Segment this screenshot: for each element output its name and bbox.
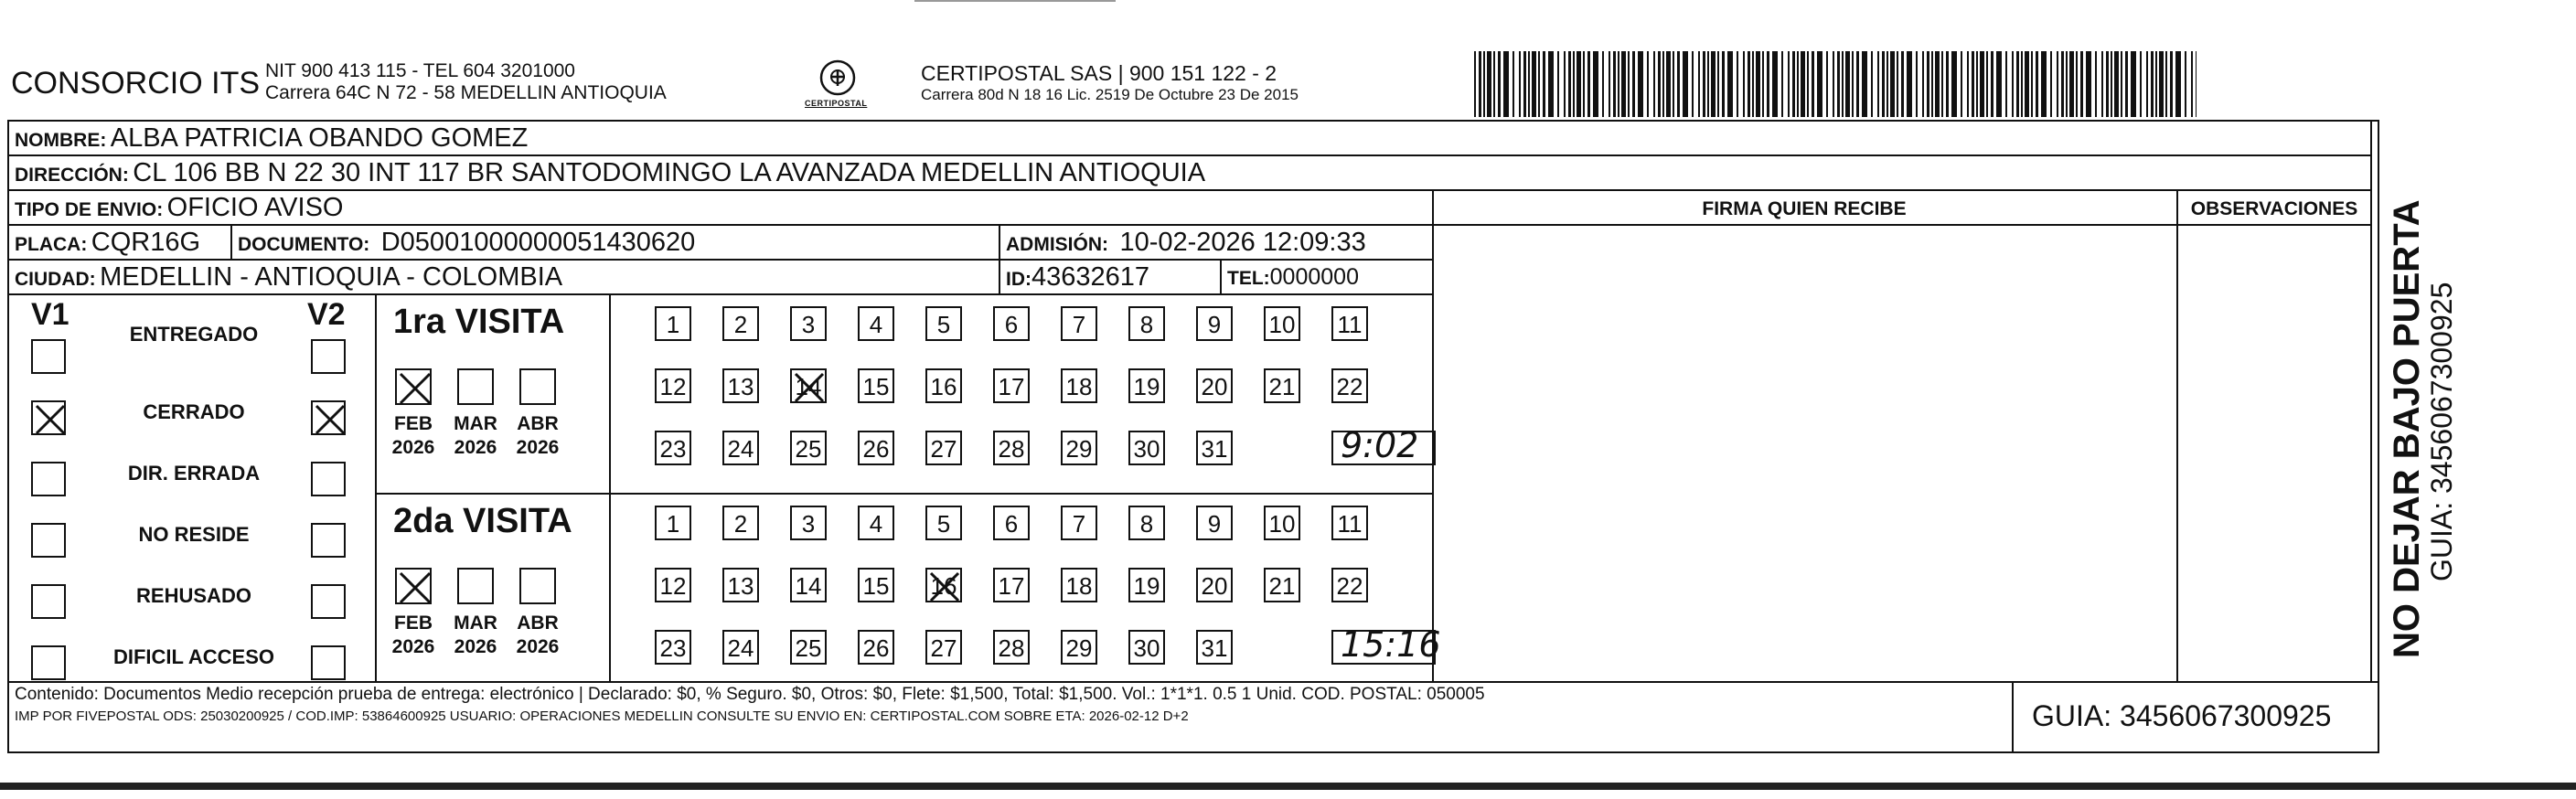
placa-label: PLACA: (15, 234, 88, 255)
barcode-bar (1548, 51, 1554, 117)
id-label: ID: (1006, 269, 1031, 290)
day-box-4[interactable]: 4 (858, 306, 894, 341)
barcode-bar (1922, 51, 1924, 117)
day-box-5[interactable]: 5 (925, 306, 962, 341)
barcode-bar (1797, 51, 1799, 117)
day-box-15[interactable]: 15 (858, 368, 894, 403)
barcode-bar (1474, 51, 1476, 117)
day-box-3[interactable]: 3 (790, 506, 827, 540)
barcode-bar (2025, 51, 2029, 117)
day-box-22[interactable]: 22 (1331, 368, 1368, 403)
day-box-26[interactable]: 26 (858, 630, 894, 665)
v1-checkbox-1[interactable] (31, 339, 66, 374)
month-checkbox-feb[interactable] (395, 368, 432, 405)
barcode-bar (1927, 51, 1929, 117)
day-box-9[interactable]: 9 (1196, 506, 1233, 540)
barcode-bar (1897, 51, 1898, 117)
v2-checkbox-1[interactable] (311, 339, 346, 374)
v2-checkbox-5[interactable] (311, 584, 346, 619)
carrier-info (921, 62, 1299, 106)
no-dejar-bajo-puerta-label: NO DEJAR BAJO PUERTA (2387, 199, 2427, 658)
admision-value: 10-02-2026 12:09:33 (1119, 228, 1366, 257)
logo-label: CERTIPOSTAL (805, 99, 868, 108)
placa-value: CQR16G (91, 228, 201, 257)
day-box-15[interactable]: 15 (858, 568, 894, 602)
barcode-bar (1767, 51, 1769, 117)
barcode-bar (1628, 51, 1630, 117)
documento-cell (238, 228, 695, 258)
barcode-bar (1967, 51, 1969, 117)
barcode-bar (1792, 51, 1795, 117)
barcode-bar (1692, 51, 1694, 117)
barcode-bar (1961, 51, 1962, 117)
x-mark-icon (33, 402, 68, 437)
barcode-bar (1833, 51, 1834, 117)
firma-header: FIRMA QUIEN RECIBE (1702, 198, 1907, 219)
month-checkbox-mar[interactable] (457, 368, 494, 405)
barcode-bar (1512, 51, 1514, 117)
barcode-bar (1677, 51, 1680, 117)
direccion-row (15, 158, 1205, 188)
x-mark-icon (397, 370, 433, 407)
barcode-bar (1916, 51, 1918, 117)
barcode-bar (2095, 51, 2097, 117)
barcode-bar (1980, 51, 1984, 117)
barcode-bar (1722, 51, 1725, 117)
barcode-bar (2111, 51, 2112, 117)
day-box-17[interactable]: 17 (993, 568, 1030, 602)
barcode-bar (1901, 51, 1904, 117)
day-box-7[interactable]: 7 (1061, 506, 1097, 540)
day-box-9[interactable]: 9 (1196, 306, 1233, 341)
day-box-28[interactable]: 28 (993, 630, 1030, 665)
barcode-bar (1658, 51, 1661, 117)
month-year: 2026 (454, 437, 497, 458)
barcode-bar (1711, 51, 1716, 117)
day-box-6[interactable]: 6 (993, 306, 1030, 341)
barcode-bar (2151, 51, 2154, 117)
barcode-bar (2114, 51, 2119, 117)
certipostal-logo-icon (817, 57, 859, 99)
barcode-bar (1528, 51, 1530, 117)
barcode-bar (1621, 51, 1626, 117)
barcode-bar (2016, 51, 2019, 117)
tel-cell (1227, 264, 1359, 291)
day-box-2[interactable]: 2 (722, 506, 759, 540)
day-box-21[interactable]: 21 (1264, 568, 1300, 602)
month-checkbox-abr[interactable] (519, 568, 556, 604)
barcode-bar (1557, 51, 1559, 117)
handwritten-time: 9:02 (1341, 425, 1419, 465)
barcode-bar (1503, 51, 1509, 117)
x-mark-icon (792, 370, 827, 405)
barcode-bar (1852, 51, 1854, 117)
barcode-bar (2125, 51, 2128, 117)
barcode-bar (2076, 51, 2078, 117)
v2-checkbox-4[interactable] (311, 523, 346, 558)
barcode-bar (1717, 51, 1719, 117)
day-box-2[interactable]: 2 (722, 306, 759, 341)
barcode-bar (1483, 51, 1485, 117)
barcode-bar (1856, 51, 1859, 117)
barcode-bar (1737, 51, 1738, 117)
day-box-27[interactable]: 27 (925, 630, 962, 665)
month-year: 2026 (516, 437, 560, 458)
barcode-bar (2175, 51, 2181, 117)
day-box-25[interactable]: 25 (790, 431, 827, 465)
barcode-bar (1743, 51, 1745, 117)
barcode-bar (1479, 51, 1481, 117)
day-box-6[interactable]: 6 (993, 506, 1030, 540)
barcode-bar (2021, 51, 2023, 117)
barcode-bar (2196, 51, 2197, 117)
barcode-bar (1487, 51, 1491, 117)
barcode-bar (1817, 51, 1822, 117)
barcode-bar (1887, 51, 1888, 117)
day-box-8[interactable]: 8 (1128, 306, 1165, 341)
day-box-29[interactable]: 29 (1061, 431, 1097, 465)
v1-checkbox-5[interactable] (31, 584, 66, 619)
ciudad-value: MEDELLIN - ANTIOQUIA - COLOMBIA (100, 262, 563, 292)
barcode-bar (1871, 51, 1873, 117)
day-box-10[interactable]: 10 (1264, 506, 1300, 540)
day-box-11[interactable]: 11 (1331, 306, 1368, 341)
barcode-bar (1519, 51, 1521, 117)
barcode-bar (2131, 51, 2136, 117)
barcode-bar (1845, 51, 1850, 117)
barcode-bar (1890, 51, 1895, 117)
barcode-bar (1976, 51, 1978, 117)
barcode-bar (1951, 51, 1957, 117)
barcode-bar (1568, 51, 1571, 117)
tel-label: TEL: (1227, 268, 1270, 289)
barcode-bar (1907, 51, 1912, 117)
day-box-18[interactable]: 18 (1061, 568, 1097, 602)
tipo-value: OFICIO AVISO (166, 193, 344, 222)
day-box-25[interactable]: 25 (790, 630, 827, 665)
barcode-bar (1807, 51, 1809, 117)
barcode-bar (1752, 51, 1754, 117)
barcode-bar (1618, 51, 1619, 117)
month-checkbox-feb[interactable] (395, 568, 432, 604)
documento-value: D05001000000051430620 (380, 228, 696, 257)
month-label (448, 612, 503, 659)
barcode-bar (1683, 51, 1688, 117)
barcode-bar (1602, 51, 1604, 117)
direccion-value: CL 106 BB N 22 30 INT 117 BR SANTODOMINGO LA AVANZADA MEDELLIN ANTIOQUIA (133, 158, 1206, 187)
barcode-bar (1638, 51, 1643, 117)
barcode-bar (1935, 51, 1940, 117)
day-box-11[interactable]: 11 (1331, 506, 1368, 540)
x-mark-icon (927, 570, 962, 604)
barcode-bar (1991, 51, 1993, 117)
barcode-bar (1748, 51, 1750, 117)
month-checkbox-abr[interactable] (519, 368, 556, 405)
barcode-bar (2041, 51, 2047, 117)
barcode-bar (1666, 51, 1671, 117)
day-box-23[interactable]: 23 (655, 630, 691, 665)
handwritten-time: 15:16 (1341, 624, 1441, 665)
day-box-19[interactable]: 19 (1128, 568, 1165, 602)
observaciones-header: OBSERVACIONES (2190, 198, 2358, 219)
barcode-bar (1698, 51, 1700, 117)
day-box-24[interactable]: 24 (722, 630, 759, 665)
barcode-bar (1587, 51, 1590, 117)
barcode-bar (2057, 51, 2058, 117)
side-guia: GUIA: 3456067300925 (2425, 282, 2458, 581)
company-info (265, 60, 667, 104)
footer-print-line: IMP POR FIVEPOSTAL ODS: 25030200925 / COD.IMP: 53864600925 USUARIO: OPERACIONES MEDELLIN CONSULTE SU ENVIO EN: CERTIPOSTAL.COM SOBRE ETA: 2026-02-12 D+2 (15, 708, 1189, 724)
barcode-bar (2101, 51, 2103, 117)
month-name: FEB (394, 413, 433, 434)
barcode-bar (2185, 51, 2186, 117)
ciudad-cell (15, 262, 562, 293)
month-label (448, 412, 503, 460)
day-box-30[interactable]: 30 (1128, 630, 1165, 665)
v1-header: V1 (31, 297, 69, 332)
barcode-bar (1996, 51, 2002, 117)
barcode-bar (1523, 51, 1526, 117)
month-name: MAR (454, 413, 497, 434)
barcode-bar (2165, 51, 2167, 117)
barcode-bar (1653, 51, 1655, 117)
day-box-8[interactable]: 8 (1128, 506, 1165, 540)
barcode-bar (1493, 51, 1495, 117)
barcode-bar (1707, 51, 1709, 117)
barcode-bar (1762, 51, 1764, 117)
day-box-24[interactable]: 24 (722, 431, 759, 465)
v1-checkbox-6[interactable] (31, 645, 66, 680)
barcode-bar (1986, 51, 1988, 117)
day-box-13[interactable]: 13 (722, 368, 759, 403)
day-box-7[interactable]: 7 (1061, 306, 1097, 341)
barcode-bar (2121, 51, 2122, 117)
month-year: 2026 (454, 636, 497, 657)
tipo-label: TIPO DE ENVIO: (15, 199, 164, 220)
barcode-bar (2061, 51, 2064, 117)
barcode-bar (1564, 51, 1566, 117)
barcode-bar (1632, 51, 1635, 117)
nombre-label: NOMBRE: (15, 130, 107, 151)
barcode-bar (2069, 51, 2074, 117)
barcode-bar (1812, 51, 1814, 117)
barcode-bar (1662, 51, 1664, 117)
barcode-bar (1703, 51, 1705, 117)
day-box-12[interactable]: 12 (655, 368, 691, 403)
month-label (386, 412, 441, 460)
barcode-bar (1609, 51, 1610, 117)
v1-checkbox-4[interactable] (31, 523, 66, 558)
day-box-14[interactable]: 14 (790, 368, 827, 403)
month-name: MAR (454, 613, 497, 634)
barcode-bar (1972, 51, 1974, 117)
barcode-bar (2155, 51, 2157, 117)
day-box-19[interactable]: 19 (1128, 368, 1165, 403)
company-nit: NIT 900 413 115 - TEL 604 3201000 (265, 60, 575, 81)
company-address: Carrera 64C N 72 - 58 MEDELLIN ANTIOQUIA (265, 82, 667, 103)
barcode-bar (1647, 51, 1649, 117)
ciudad-label: CIUDAD: (15, 269, 96, 290)
month-label (510, 412, 565, 460)
barcode-bar (2080, 51, 2083, 117)
barcode-bar (2005, 51, 2007, 117)
day-box-29[interactable]: 29 (1061, 630, 1097, 665)
day-box-27[interactable]: 27 (925, 431, 962, 465)
x-mark-icon (313, 402, 347, 437)
barcode-bar (1801, 51, 1805, 117)
status-label: DIR. ERRADA (127, 462, 261, 485)
v2-checkbox-6[interactable] (311, 645, 346, 680)
barcode-bar (1727, 51, 1733, 117)
barcode-bar (1837, 51, 1840, 117)
barcode-bar (2140, 51, 2142, 117)
carrier-name: CERTIPOSTAL SAS | 900 151 122 - 2 (921, 61, 1277, 85)
day-box-20[interactable]: 20 (1196, 368, 1233, 403)
day-box-31[interactable]: 31 (1196, 630, 1233, 665)
placa-cell (15, 228, 200, 258)
month-year: 2026 (516, 636, 560, 657)
barcode-bar (1788, 51, 1790, 117)
admision-label: ADMISIÓN: (1006, 234, 1108, 255)
barcode-bar (1532, 51, 1536, 117)
barcode-bar (1826, 51, 1828, 117)
barcode-bar (1593, 51, 1598, 117)
month-year: 2026 (391, 437, 435, 458)
day-box-16[interactable]: 16 (925, 568, 962, 602)
day-box-12[interactable]: 12 (655, 568, 691, 602)
x-mark-icon (397, 570, 433, 606)
barcode-bar (2159, 51, 2164, 117)
status-label: DIFICIL ACCESO (112, 645, 274, 668)
barcode-bar (1543, 51, 1545, 117)
v1-checkbox-2[interactable] (31, 400, 66, 435)
barcode-bar (1583, 51, 1585, 117)
barcode-bar (2170, 51, 2173, 117)
delivery-form (7, 120, 2379, 753)
barcode-bar (1842, 51, 1844, 117)
month-name: FEB (394, 613, 433, 634)
month-name: ABR (517, 413, 559, 434)
day-box-4[interactable]: 4 (858, 506, 894, 540)
day-box-16[interactable]: 16 (925, 368, 962, 403)
day-box-28[interactable]: 28 (993, 431, 1030, 465)
day-box-10[interactable]: 10 (1264, 306, 1300, 341)
day-box-1[interactable]: 1 (655, 306, 691, 341)
barcode-bar (1862, 51, 1867, 117)
barcode-bar (1941, 51, 1943, 117)
day-box-18[interactable]: 18 (1061, 368, 1097, 403)
month-label (386, 612, 441, 659)
barcode-bar (1772, 51, 1778, 117)
footer-guia: GUIA: 3456067300925 (2032, 699, 2332, 732)
nombre-row (15, 123, 528, 154)
time-box[interactable] (1331, 624, 1441, 665)
barcode-bar (1538, 51, 1540, 117)
status-label: NO RESIDE (138, 523, 250, 546)
carrier-address: Carrera 80d N 18 16 Lic. 2519 De Octubre 23 De 2015 (921, 86, 1299, 103)
day-box-23[interactable]: 23 (655, 431, 691, 465)
day-box-22[interactable]: 22 (1331, 568, 1368, 602)
day-box-21[interactable]: 21 (1264, 368, 1300, 403)
v2-checkbox-3[interactable] (311, 462, 346, 496)
day-box-20[interactable]: 20 (1196, 568, 1233, 602)
time-box[interactable] (1331, 425, 1436, 465)
barcode-bar (2191, 51, 2193, 117)
barcode-bar (1931, 51, 1933, 117)
id-cell (1006, 262, 1149, 293)
barcode-bar (2050, 51, 2052, 117)
visit-title: 2da VISITA (393, 502, 572, 540)
barcode (1474, 51, 2197, 117)
bottom-edge-rule (0, 783, 2576, 790)
day-box-30[interactable]: 30 (1128, 431, 1165, 465)
barcode-bar (1756, 51, 1760, 117)
barcode-bar (1498, 51, 1501, 117)
month-label (510, 612, 565, 659)
barcode-bar (2012, 51, 2014, 117)
barcode-bar (1573, 51, 1575, 117)
barcode-bar (1781, 51, 1783, 117)
tipo-row (15, 193, 343, 223)
documento-label: DOCUMENTO: (238, 234, 370, 255)
nombre-value: ALBA PATRICIA OBANDO GOMEZ (110, 123, 529, 153)
barcode-bar (1577, 51, 1581, 117)
barcode-bar (1882, 51, 1885, 117)
barcode-bar (1946, 51, 1949, 117)
top-edge-rule (914, 0, 1116, 2)
id-value: 43632617 (1031, 262, 1150, 292)
status-label: ENTREGADO (129, 323, 259, 346)
month-year: 2026 (391, 636, 435, 657)
barcode-bar (2086, 51, 2091, 117)
day-box-3[interactable]: 3 (790, 306, 827, 341)
barcode-bar (1613, 51, 1616, 117)
visit-title: 1ra VISITA (393, 303, 565, 341)
barcode-bar (2031, 51, 2033, 117)
tel-value: 0000000 (1269, 264, 1359, 290)
month-checkbox-mar[interactable] (457, 568, 494, 604)
barcode-bar (1673, 51, 1674, 117)
admision-cell (1006, 228, 1366, 258)
day-box-13[interactable]: 13 (722, 568, 759, 602)
day-box-5[interactable]: 5 (925, 506, 962, 540)
day-box-31[interactable]: 31 (1196, 431, 1233, 465)
v2-checkbox-2[interactable] (311, 400, 346, 435)
company-name: CONSORCIO ITS (11, 66, 261, 101)
barcode-bar (1877, 51, 1879, 117)
day-box-17[interactable]: 17 (993, 368, 1030, 403)
status-label: REHUSADO (136, 584, 251, 607)
day-box-26[interactable]: 26 (858, 431, 894, 465)
barcode-bar (2106, 51, 2109, 117)
day-box-14[interactable]: 14 (790, 568, 827, 602)
barcode-bar (2036, 51, 2038, 117)
day-box-1[interactable]: 1 (655, 506, 691, 540)
footer-content-line: Contenido: Documentos Medio recepción prueba de entrega: electrónico | Declarado: $0, % Seguro. $0, Otros: $0, Flete: $1,500, Total: $1,500. Vol.: 1*1*1. 0.5 1 Unid. COD. POSTAL: 050005 (15, 685, 1485, 704)
v1-checkbox-3[interactable] (31, 462, 66, 496)
barcode-bar (2066, 51, 2068, 117)
status-label: CERRADO (143, 400, 245, 423)
month-name: ABR (517, 613, 559, 634)
barcode-bar (2146, 51, 2148, 117)
v2-header: V2 (307, 297, 346, 332)
direccion-label: DIRECCIÓN: (15, 165, 129, 186)
